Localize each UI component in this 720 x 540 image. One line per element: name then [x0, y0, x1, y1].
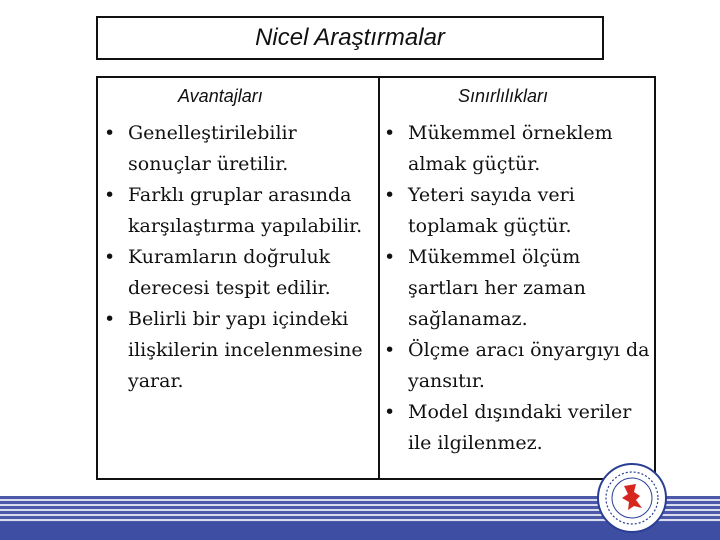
list-item: • Yeteri sayıda veri toplamak güçtür. — [384, 180, 654, 242]
page-title: Nicel Araştırmalar — [96, 16, 604, 60]
comparison-table — [96, 76, 656, 480]
list-item: • Mükemmel ölçüm şartları her zaman sağlanamaz. — [384, 242, 654, 335]
list-item: • Mükemmel örneklem almak güçtür. — [384, 118, 654, 180]
bullet-icon: • — [104, 184, 116, 206]
advantages-list — [104, 118, 374, 397]
list-item: • Model dışındaki veriler ile ilgilenmez. — [384, 397, 654, 459]
list-item: • Genelleştirilebilir sonuçlar üretilir. — [104, 118, 374, 180]
list-item: • Ölçme aracı önyargıyı da yansıtır. — [384, 335, 654, 397]
bullet-icon: • — [384, 401, 396, 423]
column-divider — [378, 78, 380, 478]
list-item: • Farklı gruplar arasında karşılaştırma yapılabilir. — [104, 180, 374, 242]
bullet-icon: • — [384, 184, 396, 206]
list-item: • Kuramların doğruluk derecesi tespit edilir. — [104, 242, 374, 304]
university-logo-icon — [596, 462, 668, 534]
bullet-icon: • — [384, 246, 396, 268]
bullet-icon: • — [384, 122, 396, 144]
limitations-list — [384, 118, 654, 459]
advantages-header: Avantajları — [178, 86, 263, 106]
limitations-header: Sınırlılıkları — [458, 86, 549, 106]
bullet-icon: • — [104, 308, 116, 330]
list-item: • Belirli bir yapı içindeki ilişkilerin incelenmesine yarar. — [104, 304, 374, 397]
bullet-icon: • — [104, 122, 116, 144]
bullet-icon: • — [104, 246, 116, 268]
bullet-icon: • — [384, 339, 396, 361]
